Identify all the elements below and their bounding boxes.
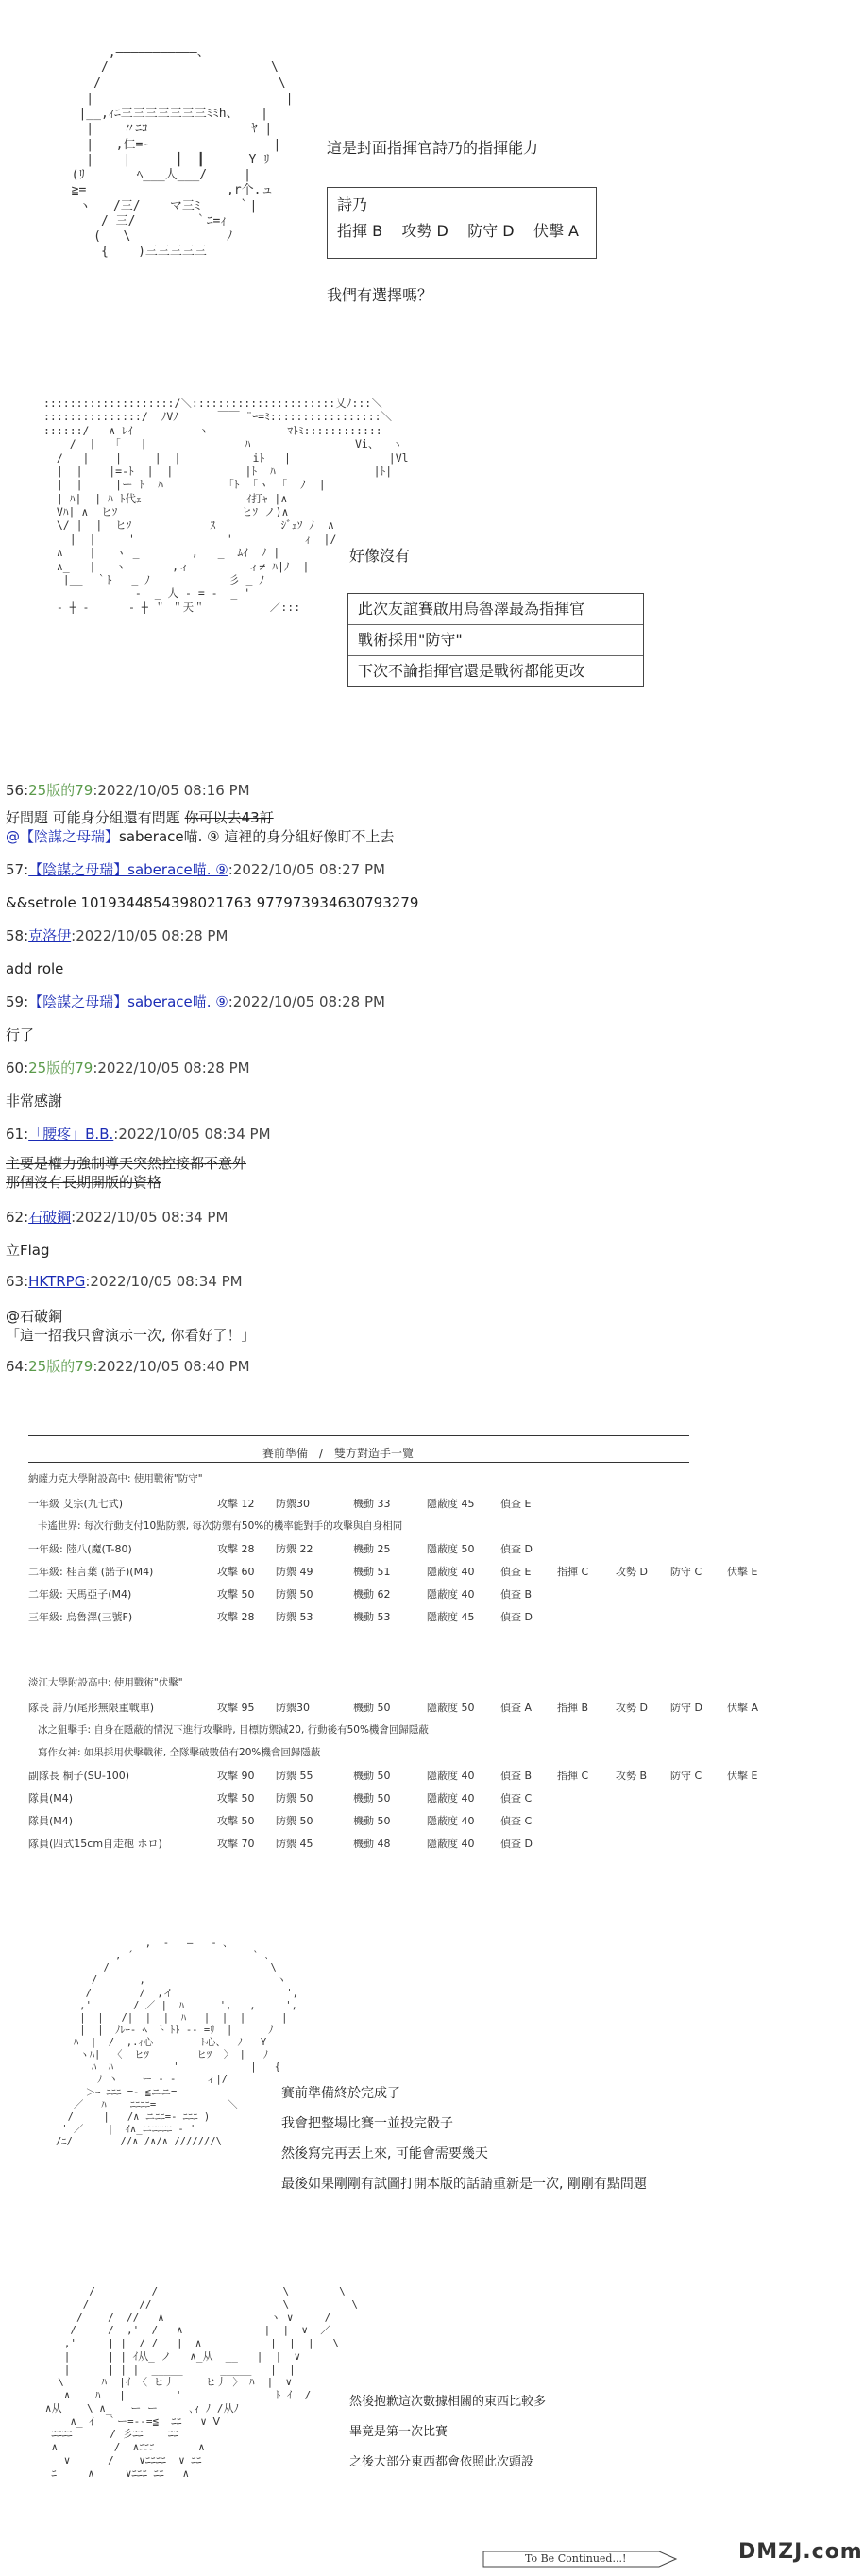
table-cell: 偵查 E <box>500 1498 532 1510</box>
match-note: 戰術採用"防守" <box>348 624 643 655</box>
table-cell: 指揮 C <box>557 1770 589 1782</box>
table-cell: 攻擊 95 <box>217 1702 255 1714</box>
table-cell: 防禦 55 <box>276 1770 313 1782</box>
table-cell: 隱蔽度 40 <box>427 1588 475 1601</box>
post-number: 59: <box>6 993 29 1010</box>
table-cell: 攻擊 28 <box>217 1611 255 1623</box>
table-cell: 攻擊 50 <box>217 1815 255 1827</box>
table-cell: 偵查 A <box>500 1702 533 1714</box>
post-header <box>6 925 228 945</box>
post-body: 非常感謝 <box>6 1093 63 1110</box>
post-line: @【陰謀之母瑞】saberace喵. ⑨ 這裡的身分組好像盯不上去 <box>6 828 395 845</box>
table-cell: 偵查 C <box>500 1792 533 1805</box>
post-author[interactable]: 25版的79 <box>28 1059 93 1076</box>
table-cell: 攻擊 70 <box>217 1838 255 1850</box>
table-title-rule <box>28 1462 689 1463</box>
post-author[interactable]: 克洛伊 <box>28 927 72 944</box>
table-cell: 攻擊 28 <box>217 1543 255 1555</box>
post-time: :2022/10/05 08:16 PM <box>93 782 250 799</box>
table-cell: 攻擊 50 <box>217 1792 255 1805</box>
table-cell: 隱蔽度 40 <box>427 1838 475 1850</box>
panel4-line: 之後大部分東西都會依照此次頭設 <box>349 2455 534 2469</box>
table-cell: 防守 C <box>670 1770 702 1782</box>
table-cell: 隊員(M4) <box>28 1792 74 1805</box>
panel3-line: 我會把整場比賽一並投完骰子 <box>281 2116 453 2131</box>
team2-header: 淡江大學附設高中: 使用戰術"伏擊" <box>28 1677 183 1688</box>
post-number: 58: <box>6 927 29 944</box>
panel3-line: 然後寫完再丟上來, 可能會需要幾天 <box>281 2146 488 2161</box>
stats-name: 詩乃 <box>337 195 368 213</box>
post-body <box>6 1154 246 1192</box>
table-cell: 攻擊 60 <box>217 1566 255 1578</box>
match-note: 下次不論指揮官還是戰術都能更改 <box>348 655 643 686</box>
table-title: 賽前準備 / 雙方對造手一覽 <box>262 1447 415 1460</box>
post-time: :2022/10/05 08:28 PM <box>71 927 228 944</box>
post-header <box>6 780 250 800</box>
table-cell: 攻勢 D <box>616 1566 648 1578</box>
ascii-art-character-2: ::::::::::::::::::::/＼::::::::::::::::::::::乂ﾉ:::＼ :::::::::::::::/ ﾉVﾉ ￣￣ ¨ｰ=ﾐ:::::::::::::::::＼ ::::::/ ∧ ﾚｲ ヽ ﾏﾄﾐ:::::::::::: / | ｢ | ﾊ Vi、 ヽ / | | | | iﾄ | |Vl | | |=‐ﾄ | | |ﾄ ﾊ |ﾄ| | | |ー ﾄ ﾊ ｢ﾄ ｢ヽ ｢ ﾉ | | ﾊ| | ﾊ ﾄ代ｪ ｲ打ｬ |∧ Vﾊ| ∧ ヒｿ ヒｿ ノ)∧ \/ | | ヒｿ ｽ ｼﾞｪｿ ﾉ ∧ | | ' ' ｨ |/ ∧ | ヽ _ , _ ﾑｲ ﾉ | ∧_ | ヽ ,ィ ィ≠ ﾊ|ﾉ | |__ ｀ﾄ _ ﾉ 彡 _ ﾉ ‐ _ 人 ‐ = ‐ _ ' ‐ ┼ ‐ ‐ ┼ ＂ ＂天＂ ／::: <box>43 397 409 614</box>
table-cell: 攻勢 B <box>616 1770 648 1782</box>
table-cell: 隊員(四式15cm自走砲 ホロ) <box>28 1838 162 1850</box>
table-cell: 攻擊 50 <box>217 1588 255 1601</box>
match-notes-box <box>347 593 644 687</box>
post-number: 60: <box>6 1059 29 1076</box>
table-cell: 防禦 50 <box>276 1588 313 1601</box>
table-cell: 伏擊 A <box>727 1702 759 1714</box>
table-cell: 防禦 49 <box>276 1566 313 1578</box>
table-cell: 偵查 E <box>500 1566 532 1578</box>
post-number: 63: <box>6 1273 29 1290</box>
to-be-continued-label: To Be Continued...! <box>525 2552 627 2565</box>
post-time: :2022/10/05 08:40 PM <box>93 1358 250 1375</box>
table-cell: 偵查 D <box>500 1611 533 1623</box>
table-cell: 伏擊 E <box>727 1770 758 1782</box>
table-cell: 機動 53 <box>353 1611 391 1623</box>
table-cell: 防禦 22 <box>276 1543 313 1555</box>
post-body: 立Flag <box>6 1242 50 1259</box>
team1-header: 納薩力克大學附設高中: 使用戰術"防守" <box>28 1473 203 1484</box>
post-number: 62: <box>6 1209 29 1226</box>
table-cell: 一年級: 陸八(魔(T-80) <box>28 1543 132 1555</box>
ascii-art-character-3: , - ― - 、 , ´ ` ､ / \ / , ヽ / / ,イ ', ,' / ／ | ﾊ ', , ', | | /| | | ﾊ | | | | | | ﾉﾚｰ- ﾍ ﾄ ﾄﾄ ‐- =ﾘ | ﾉ ﾊ | / ,.ｨ心 ﾄ心、 ﾉ Y ヽﾊ| 〈 ヒﾂ ヒﾂ 〉 | ﾉ ﾊ ﾊ ' | { ﾉ ヽ ー ‐ ‐ ィ|/ ＞ｰ ﾆﾆﾆ =‐ ≦ニニ= ／ ﾊ ﾆﾆﾆﾆ= ＼ / | /∧ ニﾆﾆ=- ﾆﾆﾆ ) ' ／ | ｲ∧_ニﾆﾆﾆﾆ ‐ ' /ﾆ/ //∧ /∧/∧ ///////\ <box>55 1938 299 2147</box>
table-cell: 指揮 B <box>557 1702 589 1714</box>
post-author[interactable]: 石破鋼 <box>28 1209 72 1226</box>
post-author[interactable]: 【陰謀之母瑞】saberace喵. ⑨ <box>28 993 228 1010</box>
table-cell: 防禦30 <box>276 1498 310 1510</box>
match-note: 此次友誼賽啟用烏魯澤最為指揮官 <box>358 600 585 618</box>
table-note-row: 冰之狙擊手: 自身在隱蔽的情況下進行攻擊時, 目標防禦減20, 行動後有50%機會回歸隱蔽 <box>38 1724 429 1736</box>
post-line: 主要是權力強制導天突然控接都不意外 <box>6 1155 247 1172</box>
table-cell: 隱蔽度 45 <box>427 1611 475 1623</box>
panel4-line: 然後抱歉這次數據相關的東西比較多 <box>349 2395 547 2409</box>
table-cell: 隱蔽度 40 <box>427 1792 475 1805</box>
post-strike-text: 你可以去43訂 <box>184 809 274 826</box>
post-header <box>6 991 385 1011</box>
panel2-caption: 好像沒有 <box>349 547 411 565</box>
post-number: 61: <box>6 1126 29 1143</box>
table-cell: 三年級: 烏魯澤(三號F) <box>28 1611 133 1623</box>
post-body: add role <box>6 960 64 977</box>
post-time: :2022/10/05 08:27 PM <box>228 861 385 878</box>
post-header <box>6 1273 243 1290</box>
table-note-row: 寫作女神: 如果採用伏擊戰術, 全隊擊破數值有20%機會回歸隱蔽 <box>38 1747 321 1758</box>
ascii-art-character-4: / / \ \ / // \ \ / / // ∧ ヽ ∨ / / / ,' / ∧ | | ∨ ／ ,' | | / / | ∧ | | | \ | | | ｲ从_ ノ ∧_从 __ | | ∨ | | | | _____ _____ | | \ ﾊ |ｲ 〈 ヒ丿 ヒ丿 〉 ﾊ | ∨ ∧ ﾊ | ' ﾄ ｲ / ∧从 \ ∧_ ー ー ､ｨ ﾉ /从ﾉ ∧_ ｲ ｀ー=‐‐=≦ ﾆﾆ ∨ Ⅴ ﾆﾆﾆﾆ / 彡ﾆﾆ ﾆﾆ ∧ / ∧ﾆﾆﾆ ∧ ∨ / ∨ﾆﾆﾆﾆ ∨ ﾆﾆ ﾆ ∧ ∨ﾆﾆﾆ ﾆﾆ ∧ <box>44 2285 358 2480</box>
table-cell: 指揮 C <box>557 1566 589 1578</box>
table-cell: 偵查 B <box>500 1588 533 1601</box>
post-time: :2022/10/05 08:28 PM <box>228 993 385 1010</box>
post-number: 57: <box>6 861 29 878</box>
post-header <box>6 859 385 879</box>
panel3-line: 最後如果剛剛有試圖打開本版的話請重新是一次, 剛剛有點問題 <box>281 2177 647 2192</box>
table-cell: 機動 33 <box>353 1498 391 1510</box>
panel1-caption: 這是封面指揮官詩乃的指揮能力 <box>327 139 539 157</box>
post-header <box>6 1124 271 1144</box>
stat-offense: 攻勢 D <box>401 222 448 240</box>
post-header <box>6 1207 228 1227</box>
post-line: 好問題 可能身分組還有問題 你可以去43訂 <box>6 809 274 826</box>
panel1-question: 我們有選擇嗎？ <box>327 286 433 304</box>
table-cell: 隱蔽度 40 <box>427 1770 475 1782</box>
table-cell: 防禦 53 <box>276 1611 313 1623</box>
table-cell: 防禦 45 <box>276 1838 313 1850</box>
ascii-art-shino-cap: ,―――――――――――、 / \ / \ | | |__,ｨﾆ三三三三三三三ﾐﾐh、 | | 〃ﾆｺ ﾔ | | ,仁=ー | | | ┃ ┃ Y ﾘ (ﾘ ﾍ___人___/ | ≧= ,r个.ュ ヽ /三/ マ三ﾐ ｀| / 三/ ｀ﾆ=ｨ ( \ ﾉ { )三三三三三 <box>71 45 294 260</box>
post-body <box>6 1307 256 1345</box>
table-cell: 機動 50 <box>353 1815 391 1827</box>
table-cell: 伏擊 E <box>727 1566 758 1578</box>
stat-ambush: 伏擊 A <box>533 222 579 240</box>
post-time: :2022/10/05 08:28 PM <box>93 1059 250 1076</box>
post-time: :2022/10/05 08:34 PM <box>113 1126 271 1143</box>
table-cell: 偵查 B <box>500 1770 533 1782</box>
table-cell: 副隊長 桐子(SU-100) <box>28 1770 130 1782</box>
table-cell: 機動 50 <box>353 1792 391 1805</box>
post-header <box>6 1356 250 1376</box>
table-cell: 一年級 艾宗(九七式) <box>28 1498 124 1510</box>
stats-line <box>328 218 596 245</box>
post-author[interactable]: 25版的79 <box>28 1358 93 1375</box>
post-body: 行了 <box>6 1026 35 1043</box>
post-line: 「這一招我只會演示一次, 你看好了！」 <box>6 1327 256 1344</box>
table-cell: 隱蔽度 40 <box>427 1566 475 1578</box>
commander-stats-box <box>327 187 597 259</box>
table-top-rule <box>28 1435 689 1436</box>
table-cell: 攻擊 90 <box>217 1770 255 1782</box>
table-cell: 防禦30 <box>276 1702 310 1714</box>
table-cell: 隊員(M4) <box>28 1815 74 1827</box>
post-body: &&setrole 1019344854398021763 977973934630793279 <box>6 894 419 911</box>
panel4-line: 畢竟是第一次比賽 <box>349 2425 448 2439</box>
post-body <box>6 808 394 846</box>
post-author[interactable]: 【陰謀之母瑞】saberace喵. ⑨ <box>28 861 228 878</box>
table-cell: 機動 50 <box>353 1770 391 1782</box>
post-time: :2022/10/05 08:34 PM <box>85 1273 243 1290</box>
table-cell: 攻勢 D <box>616 1702 648 1714</box>
table-cell: 隱蔽度 45 <box>427 1498 475 1510</box>
table-cell: 機動 51 <box>353 1566 391 1578</box>
table-cell: 防守 C <box>670 1566 702 1578</box>
table-cell: 機動 48 <box>353 1838 391 1850</box>
stat-command: 指揮 B <box>337 222 383 240</box>
table-cell: 偵查 D <box>500 1838 533 1850</box>
table-cell: 二年級: 天馬亞子(M4) <box>28 1588 132 1601</box>
table-cell: 隱蔽度 50 <box>427 1702 475 1714</box>
table-cell: 機動 62 <box>353 1588 391 1601</box>
table-cell: 防禦 50 <box>276 1815 313 1827</box>
table-cell: 機動 25 <box>353 1543 391 1555</box>
post-number: 64: <box>6 1358 29 1375</box>
mention: @【陰謀之母瑞】 <box>6 828 120 845</box>
post-header <box>6 1058 250 1077</box>
table-cell: 機動 50 <box>353 1702 391 1714</box>
table-cell: 二年級: 桂言葉 (諾子)(M4) <box>28 1566 154 1578</box>
site-logo: DMZJ.com <box>738 2540 863 2564</box>
post-number: 56: <box>6 782 29 799</box>
post-author[interactable]: HKTRPG <box>28 1273 86 1290</box>
table-cell: 隊長 詩乃(尾形無限重戰車) <box>28 1702 155 1714</box>
post-line: @石破鋼 <box>6 1308 63 1325</box>
table-cell: 防守 D <box>670 1702 702 1714</box>
table-cell: 防禦 50 <box>276 1792 313 1805</box>
table-note-row: 卡遙世界: 每次行動支付10點防禦, 每次防禦有50%的機率能對手的攻擊與自身相同 <box>38 1520 403 1532</box>
table-cell: 偵查 C <box>500 1815 533 1827</box>
panel3-line: 賽前準備終於完成了 <box>281 2086 400 2101</box>
post-author[interactable]: 「腰疼」B.B. <box>28 1126 114 1143</box>
stat-defense: 防守 D <box>467 222 515 240</box>
table-cell: 攻擊 12 <box>217 1498 255 1510</box>
table-cell: 隱蔽度 40 <box>427 1815 475 1827</box>
table-cell: 偵查 D <box>500 1543 533 1555</box>
post-line: 那個沒有長期開版的資格 <box>6 1174 162 1191</box>
post-author[interactable]: 25版的79 <box>28 782 93 799</box>
post-time: :2022/10/05 08:34 PM <box>71 1209 228 1226</box>
table-cell: 隱蔽度 50 <box>427 1543 475 1555</box>
